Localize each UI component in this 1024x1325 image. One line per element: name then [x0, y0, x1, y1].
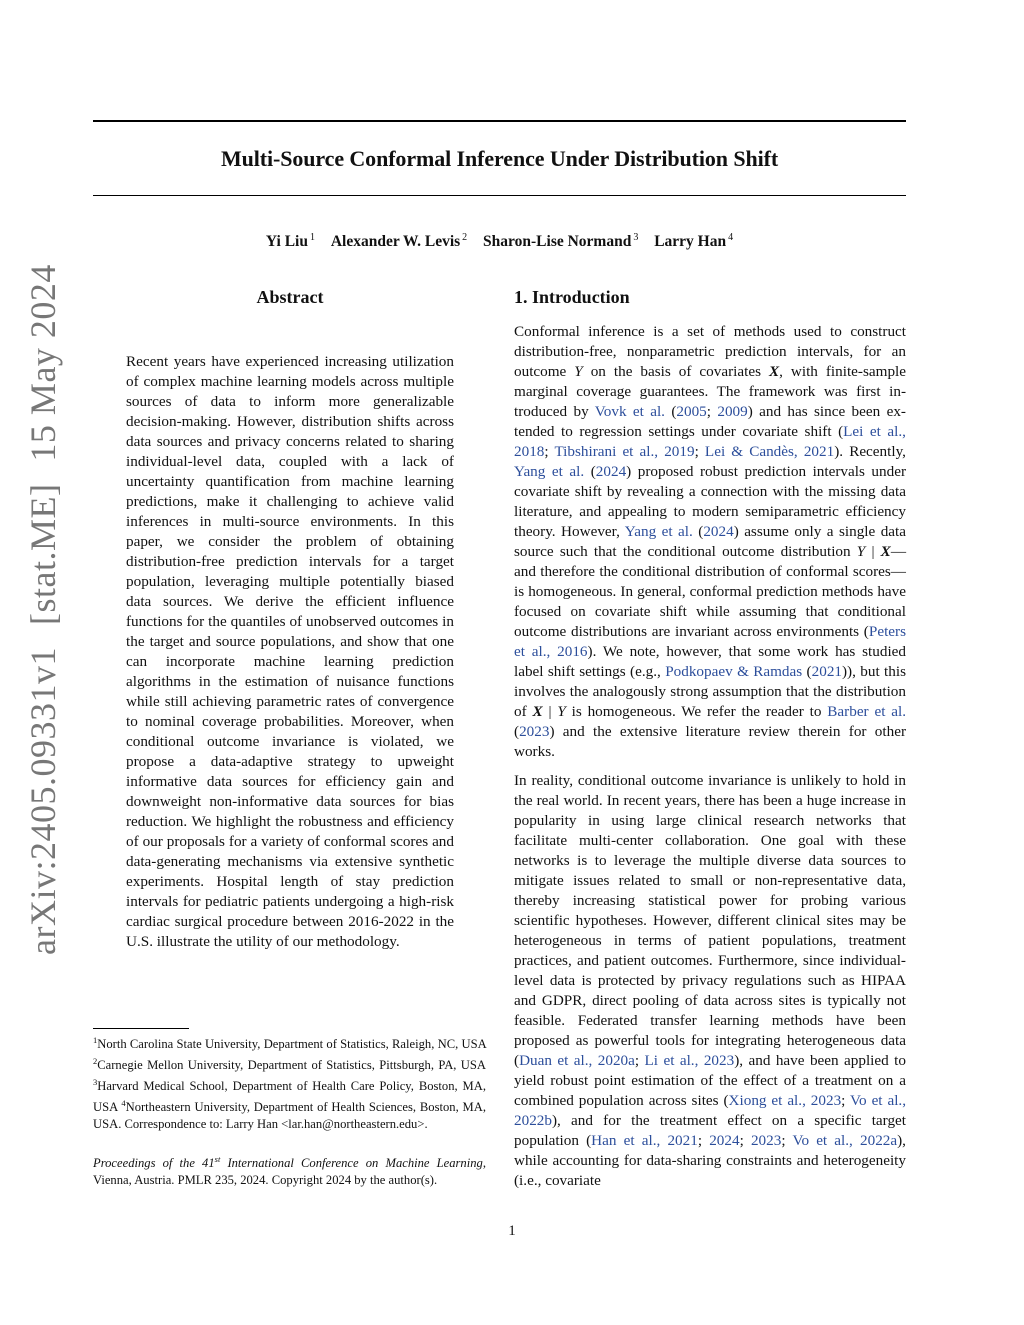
citation-link[interactable]: Yang et al.	[514, 463, 585, 480]
text-run: ) and has since been extended to regression settings under covariate shift (	[514, 403, 906, 440]
text-run: ). Recently,	[834, 443, 906, 460]
text-run: ) and the extensive literature review therein for other works.	[514, 723, 906, 760]
title-rule-bottom	[93, 195, 906, 196]
author: Sharon-Lise Normand $^3$	[483, 232, 639, 250]
math-symbol: X	[532, 703, 543, 720]
citation-link[interactable]: Li et al., 2023	[644, 1052, 735, 1069]
citation-link[interactable]: Han et al., 2021	[591, 1132, 698, 1149]
text-run: ), while accounting for data-sharing constraints and heterogeneity (i.e., covariate	[514, 1132, 906, 1189]
text-run: In reality, conditional outcome invariance is unlikely to hold in the real world. In recent years, there has been a huge increase in popularity in using large clinical research networks that facilitate multi-center collaboration. One goal with these networks is to leverage the multiple diverse data sources to mitigate issues related to small or non-representative data, thereby increasing statistical power for probing various scientific hypotheses. However, different clinical sites may be heterogeneous in terms of patient populations, treatment practices, and patient outcomes. Furthermore, since individual-level data is protected by privacy regulations such as HIPAA and GDPR, direct pooling of data across sites is typically not feasible. Federated transfer learning methods have been proposed as powerful tools for integrating heterogeneous data (	[514, 772, 906, 1069]
citation-link[interactable]: 2023	[750, 1132, 782, 1149]
text-run: ;	[544, 443, 555, 460]
text-run: ;	[697, 1132, 710, 1149]
text-run: ), and for the treatment effect on a specific target population (	[514, 1112, 906, 1149]
text-run: ;	[706, 403, 718, 420]
text-run: on the basis of covariates	[582, 363, 769, 380]
citation-link[interactable]: Vovk et al.	[594, 403, 665, 420]
title-rule-top	[93, 120, 906, 122]
text-run: (	[802, 663, 812, 680]
math-symbol: Y	[856, 543, 866, 560]
text-run: ;	[634, 1052, 645, 1069]
abstract-heading: Abstract	[256, 287, 324, 307]
citation-link[interactable]: 2024	[703, 523, 734, 540]
arxiv-side-stamp	[22, 242, 64, 955]
citation-link[interactable]: Lei et al., 2018	[514, 423, 906, 460]
citation-link[interactable]: Xiong et al., 2023	[728, 1092, 842, 1109]
intro-paragraph-1	[514, 322, 906, 762]
author: Alexander W. Levis $^2$	[330, 232, 468, 250]
text-run: is homogeneous. We refer the reader to	[565, 703, 828, 720]
proceedings-note: Proceedings of the 41st International Conference on Machine Learning, Vienna, Austria. PMLR 235, 2024. Copyright 2024 by the author(s).	[93, 1154, 486, 1187]
text-run: , with finite-sample marginal coverage guarantees. The framework was first introduced by	[514, 363, 906, 420]
intro-paragraph-2	[514, 771, 906, 1191]
citation-link[interactable]: 2005	[676, 403, 707, 420]
page-number: 1	[508, 1223, 516, 1239]
citation-link[interactable]: Duan et al., 2020a	[519, 1052, 635, 1069]
author: Yi Liu $^1$	[265, 232, 315, 250]
text-run: ) assume only a single data source such that the conditional outcome distribution	[514, 523, 907, 560]
text-run: ), and have been applied to yield robust point estimation of the effect of a treatment on a combined population across sites (	[514, 1052, 906, 1109]
author-list	[93, 232, 906, 251]
text-run: ;	[781, 1132, 793, 1149]
text-run: (	[664, 403, 677, 420]
text-run: ;	[841, 1092, 851, 1109]
footnote-rule	[93, 1028, 189, 1029]
math-symbol: X	[768, 363, 780, 380]
citation-link[interactable]: 2021	[811, 663, 842, 680]
citation-link[interactable]: Vo et al., 2022b	[514, 1092, 907, 1129]
citation-link[interactable]: Peters et al., 2016	[514, 623, 906, 660]
math-symbol: Y	[557, 703, 566, 720]
citation-link[interactable]: Barber et al.	[827, 703, 907, 720]
author: Larry Han $^4$	[654, 232, 734, 250]
arxiv-category: [stat.ME]	[23, 483, 63, 626]
citation-link[interactable]: Lei & Candès, 2021	[704, 443, 835, 460]
citation-link[interactable]: Vo et al., 2022a	[792, 1132, 898, 1149]
text-run: ;	[694, 443, 705, 460]
text-run: Conformal inference is a set of methods used to construct distribution-free, nonparametric prediction intervals, for an outcome	[514, 323, 906, 380]
math-symbol: Y	[574, 363, 583, 380]
text-run: —and therefore the conditional distribution of conformal scores—is homogeneous. In general, conformal prediction methods have focused on covariate shift while assuming that conditional outcome distributions are invariant across environments (	[514, 543, 906, 640]
citation-link[interactable]: 2023	[519, 723, 550, 740]
text-run: |	[542, 703, 558, 720]
citation-link[interactable]: Yang et al.	[624, 523, 693, 540]
text-run: |	[865, 543, 881, 560]
citation-link[interactable]: Podkopaev & Ramdas	[665, 663, 803, 680]
paper-title: Multi-Source Conformal Inference Under Distribution Shift	[220, 146, 779, 171]
citation-link[interactable]: 2024	[595, 463, 627, 480]
text-run: (	[514, 723, 520, 740]
text-run: ;	[739, 1132, 751, 1149]
text-run: )), but this involves the analogously strong assumption that the distribution of	[514, 663, 907, 720]
abstract-text: Recent years have experienced increasing utilization of complex machine learning models across multiple sources of data to inform more generalizable decision-making. However, distribution shifts across data sources and privacy concerns related to sharing individual-level data, coupled with a lack of uncertainty quantification from machine learning predictions, make it challenging to achieve valid inferences in multi-source environments. In this paper, we consider the problem of obtaining distribution-free prediction intervals for a target population, leveraging multiple potentially biased data sources. We derive the efficient influence functions for the quantiles of unobserved outcomes in the target and source populations, and show that one can incorporate machine learning prediction algorithms in the estimation of nuisance functions while still achieving parametric rates of convergence to nominal coverage probabilities. Moreover, when conditional outcome invariance is violated, we propose a data-adaptive strategy to upweight informative data sources for efficiency gain and downweight non-informative data sources for bias reduction. We highlight the robustness and efficiency of our proposals for a variety of conformal scores and data-generating mechanisms via extensive synthetic experiments. Hospital length of stay prediction intervals for pediatric patients undergoing a high-risk cardiac surgical procedure between 2016-2022 in the U.S. illustrate the utility of our methodology.	[126, 353, 454, 950]
math-symbol: X	[880, 543, 891, 560]
text-run: ). We note, however, that some work has studied label shift settings (e.g.,	[514, 643, 907, 680]
affiliations-footnote: $^1$North Carolina State University, Department of Statistics, Raleigh, NC, USA $^2$Carnegie Mellon University, Department of Statistics, Pittsburgh, PA, USA $^3$Harvard Medical School, Department of Health Care Policy, Boston, MA, USA $^4$Northeastern University, Department of Health Sciences, Boston, MA, USA. Correspondence to: Larry Han <lar.han@northeastern.edu>.	[93, 1035, 486, 1131]
introduction-heading: 1. Introduction	[514, 287, 630, 307]
text-run: (	[584, 463, 596, 480]
citation-link[interactable]: 2009	[717, 403, 748, 420]
arxiv-id[interactable]: arXiv:2405.09331v1	[23, 647, 63, 955]
citation-link[interactable]: Tibshirani et al., 2019	[554, 443, 695, 460]
arxiv-date: 15 May 2024	[23, 264, 63, 462]
introduction-body	[514, 322, 906, 1191]
citation-link[interactable]: 2024	[709, 1132, 740, 1149]
text-run: (	[692, 523, 704, 540]
text-run: ) proposed robust prediction intervals under covariate shift by revealing a connection with the missing data literature, and appealing to modern semiparametric efficiency theory. However,	[514, 463, 907, 540]
